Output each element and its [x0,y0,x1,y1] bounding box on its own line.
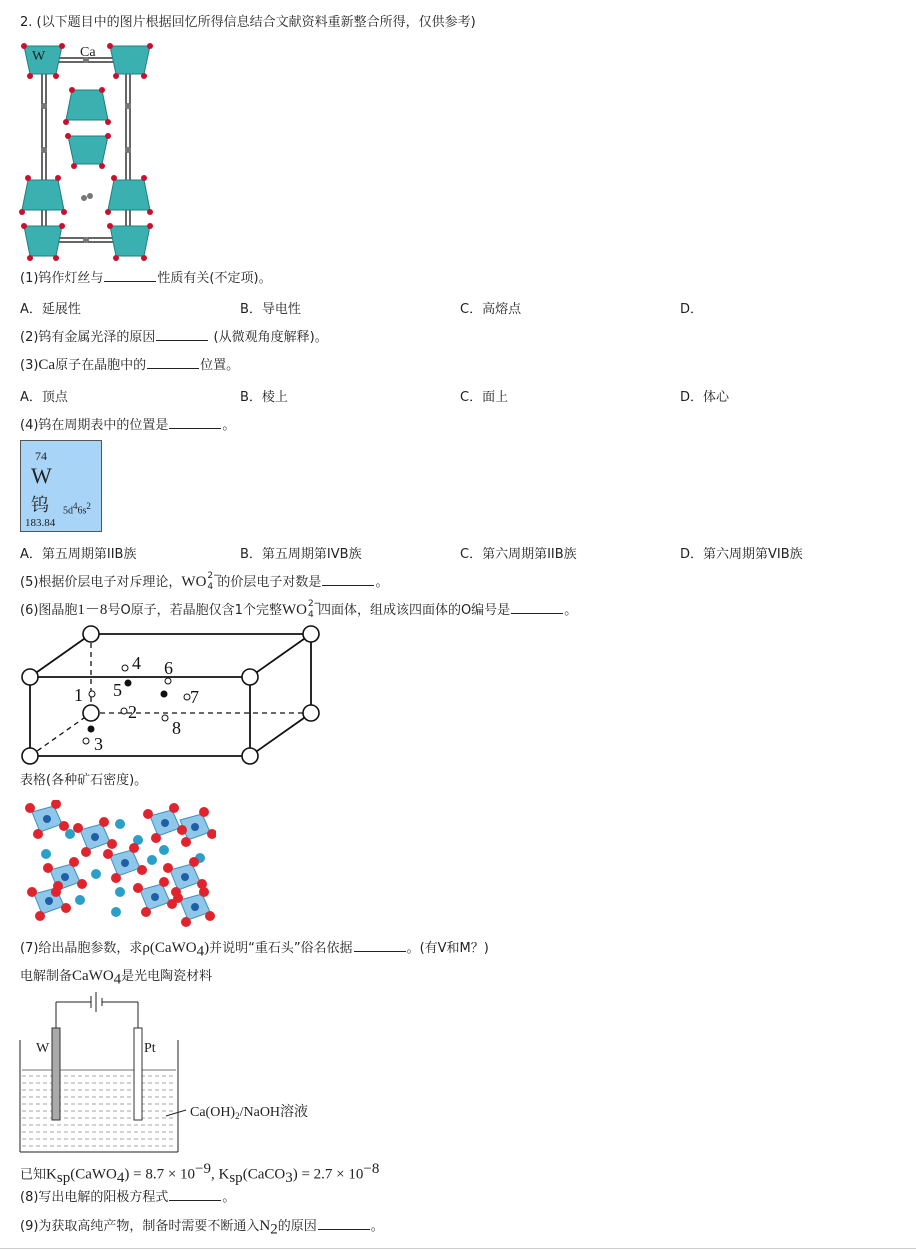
q5-stem: (5)根据价层电子对斥理论，WO 2− 4 的价层电子对数是 。 [20,570,389,592]
label-w: W [32,49,46,64]
ksp-values: 已知$K_{sp}(CaWO_4) = 8.7 \times 10^{-9}$, $K_{sp}(CaCO_3) = 2.7 \times 10^{-8}$ [20,1161,380,1186]
oxygen-positions-cell-figure [18,624,328,766]
q4-option-d[interactable]: D．第六周期第VIB族 [680,547,803,562]
q1-option-c[interactable]: C．高熔点 [460,302,522,317]
question-header: 2. (以下题目中的图片根据回忆所得信息结合文献资料重新整合所得，仅供参考) [20,15,476,30]
o-label-3: 3 [94,734,103,754]
o-label-6: 6 [164,658,173,678]
q3-option-d[interactable]: D．体心 [680,390,730,405]
o-label-2: 2 [128,702,137,722]
q3-option-a[interactable]: A．顶点 [20,390,68,405]
q1-option-d[interactable]: D． [680,302,704,317]
crystal-structure-image [20,800,216,930]
q1-option-b[interactable]: B．导电性 [240,302,301,317]
electrolysis-intro: 电解制备CaWO$_4$是光电陶瓷材料 [20,968,213,988]
q4-stem: (4)钨在周期表中的位置是 。 [20,415,235,435]
q7-stem: (7)给出晶胞参数，求ρ(CaWO$_4$)并说明“重石头”俗名依据 。(有V和M？) [20,940,489,960]
o-label-5: 5 [113,680,122,700]
cawo4-unit-cell-figure [18,38,158,266]
q4-options [20,543,900,561]
q4-option-b[interactable]: B．第五周期第IVB族 [240,547,362,562]
electrode-pt-label: Pt [144,1041,156,1056]
o-label-7: 7 [190,687,199,707]
o-label-4: 4 [132,653,141,673]
q3-option-b[interactable]: B．棱上 [240,390,288,405]
q2-stem: (2)钨有金属光泽的原因 (从微观角度解释)。 [20,327,328,347]
q3-options [20,386,900,404]
q4-option-c[interactable]: C．第六周期第IIB族 [460,547,577,562]
electrolysis-apparatus-figure [18,990,338,1156]
tungsten-element-card: 74 W 钨 $5d^46s^2$ 183.84 [20,440,102,532]
electrode-w-label: W [36,1041,50,1056]
o-label-1: 1 [74,685,83,705]
q6-stem: (6)图晶胞1－8号O原子，若晶胞仅含1个完整WO 2− 4 四面体，组成该四面体的O编号是 。 [20,598,578,620]
q1-options [20,298,900,316]
q9-stem: (9)为获取高纯产物，制备时需要不断通入$N_2$的原因 。 [20,1218,384,1238]
q3-option-c[interactable]: C．面上 [460,390,509,405]
solution-label: $Ca(OH)_2$/NaOH溶液 [190,1105,309,1121]
q1-blank [104,268,156,282]
table-note: 表格(各种矿石密度)。 [20,773,148,788]
q1-option-a[interactable]: A．延展性 [20,302,81,317]
q3-stem: (3)Ca原子在晶胞中的 位置。 [20,357,240,373]
q4-option-a[interactable]: A．第五周期第IIB族 [20,547,137,562]
page-bottom-rule [0,1248,916,1249]
label-ca: Ca [80,45,96,60]
o-label-8: 8 [172,718,181,738]
q8-stem: (8)写出电解的阳极方程式 。 [20,1187,235,1207]
q1-stem: (1)钨作灯丝与 性质有关(不定项)。 [20,268,272,288]
